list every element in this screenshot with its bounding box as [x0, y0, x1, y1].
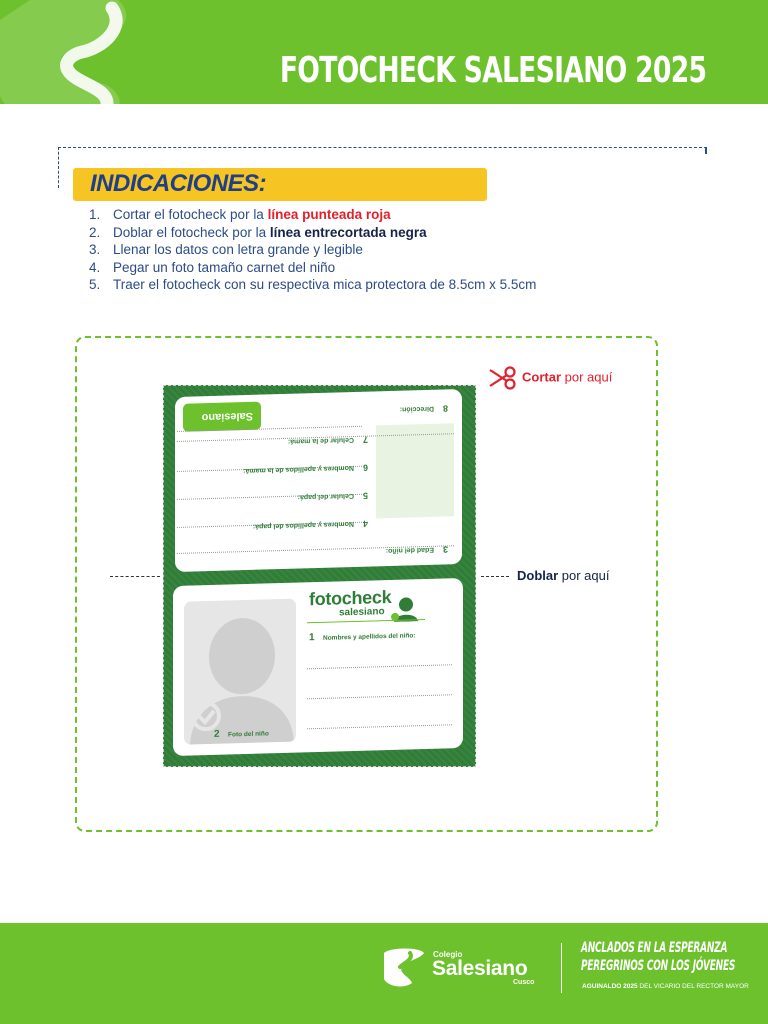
field-label: Edad del niño: — [385, 545, 434, 555]
footer-school-name: Salesiano — [432, 957, 528, 980]
photo-number: 2 — [214, 728, 220, 740]
field-label: Nombres y apellidos de la mamá: — [243, 464, 354, 475]
field-line — [307, 724, 452, 729]
footer-divider — [561, 943, 562, 993]
instructions-heading: INDICACIONES: — [90, 170, 267, 197]
field-number: 5 — [362, 490, 368, 501]
field-number: 4 — [362, 518, 368, 529]
card-back-photo-area — [376, 423, 454, 518]
field-line — [307, 694, 452, 699]
fotocheck-card — [163, 385, 476, 767]
cut-hint — [488, 366, 612, 390]
instructions-list — [89, 206, 536, 294]
field-number: 7 — [362, 434, 368, 445]
footer-colegio: Colegio — [433, 950, 463, 959]
field-number: 1 — [309, 632, 315, 644]
salesiano-logo-icon — [0, 0, 150, 104]
header-banner — [0, 0, 768, 104]
card-back-logo: Salesiano — [183, 402, 261, 432]
field-number: 6 — [362, 462, 368, 473]
field-number: 3 — [442, 544, 448, 555]
fold-hint — [517, 568, 610, 583]
photo-label: Foto del niño — [228, 730, 269, 739]
fold-hint-text: por aquí — [558, 568, 610, 583]
fold-line-right — [481, 576, 509, 577]
field-label: Nombres y apellidos del niño: — [323, 632, 416, 642]
list-item: 3. Llenar los datos con letra grande y legible — [89, 242, 363, 258]
list-item: 4. Pegar un foto tamaño carnet del niño — [89, 259, 336, 275]
card-back-panel — [175, 389, 462, 572]
footer-motto-line1: ANCLADOS EN LA ESPERANZA — [581, 940, 728, 956]
footer-motto-line2: PEREGRINOS CON LOS JÓVENES — [581, 958, 736, 974]
footer-city: Cusco — [513, 979, 535, 986]
fold-hint-bold: Doblar — [517, 568, 559, 583]
fotocheck-brand-sub: salesiano — [339, 606, 385, 619]
footer-banner — [0, 923, 768, 1024]
card-front-panel — [173, 578, 463, 756]
scissors-icon — [488, 366, 518, 390]
person-silhouette-icon — [184, 599, 296, 745]
fotocheck-brand: fotocheck — [309, 586, 392, 610]
cut-hint-text: por aquí — [561, 369, 613, 385]
field-line — [307, 664, 452, 669]
field-label: Celular de la mamá: — [287, 436, 354, 445]
student-head-icon — [386, 595, 420, 622]
footer-aguinaldo: AGUINALDO 2025 DEL VICARIO DEL RECTOR MAYOR — [582, 983, 749, 990]
fold-line-left — [110, 576, 160, 577]
field-label: Dirección: — [399, 404, 434, 413]
field-label: Celular del papá: — [297, 492, 354, 501]
cut-hint-bold: Cortar — [522, 369, 562, 385]
list-item: 1. Cortar el fotocheck por la línea punteada roja — [89, 207, 391, 222]
field-number: 8 — [442, 403, 448, 414]
field-label: Nombres y apellidos del papá: — [252, 520, 354, 530]
page-title: FOTOCHECK SALESIANO 2025 — [279, 50, 706, 91]
child-photo-placeholder — [184, 599, 296, 745]
list-item: 2. Doblar el fotocheck por la línea entrecortada negra — [89, 224, 427, 240]
list-item: 5. Traer el fotocheck con su respectiva mica protectora de 8.5cm x 5.5cm — [89, 277, 537, 293]
salesiano-logo-icon — [380, 947, 428, 987]
